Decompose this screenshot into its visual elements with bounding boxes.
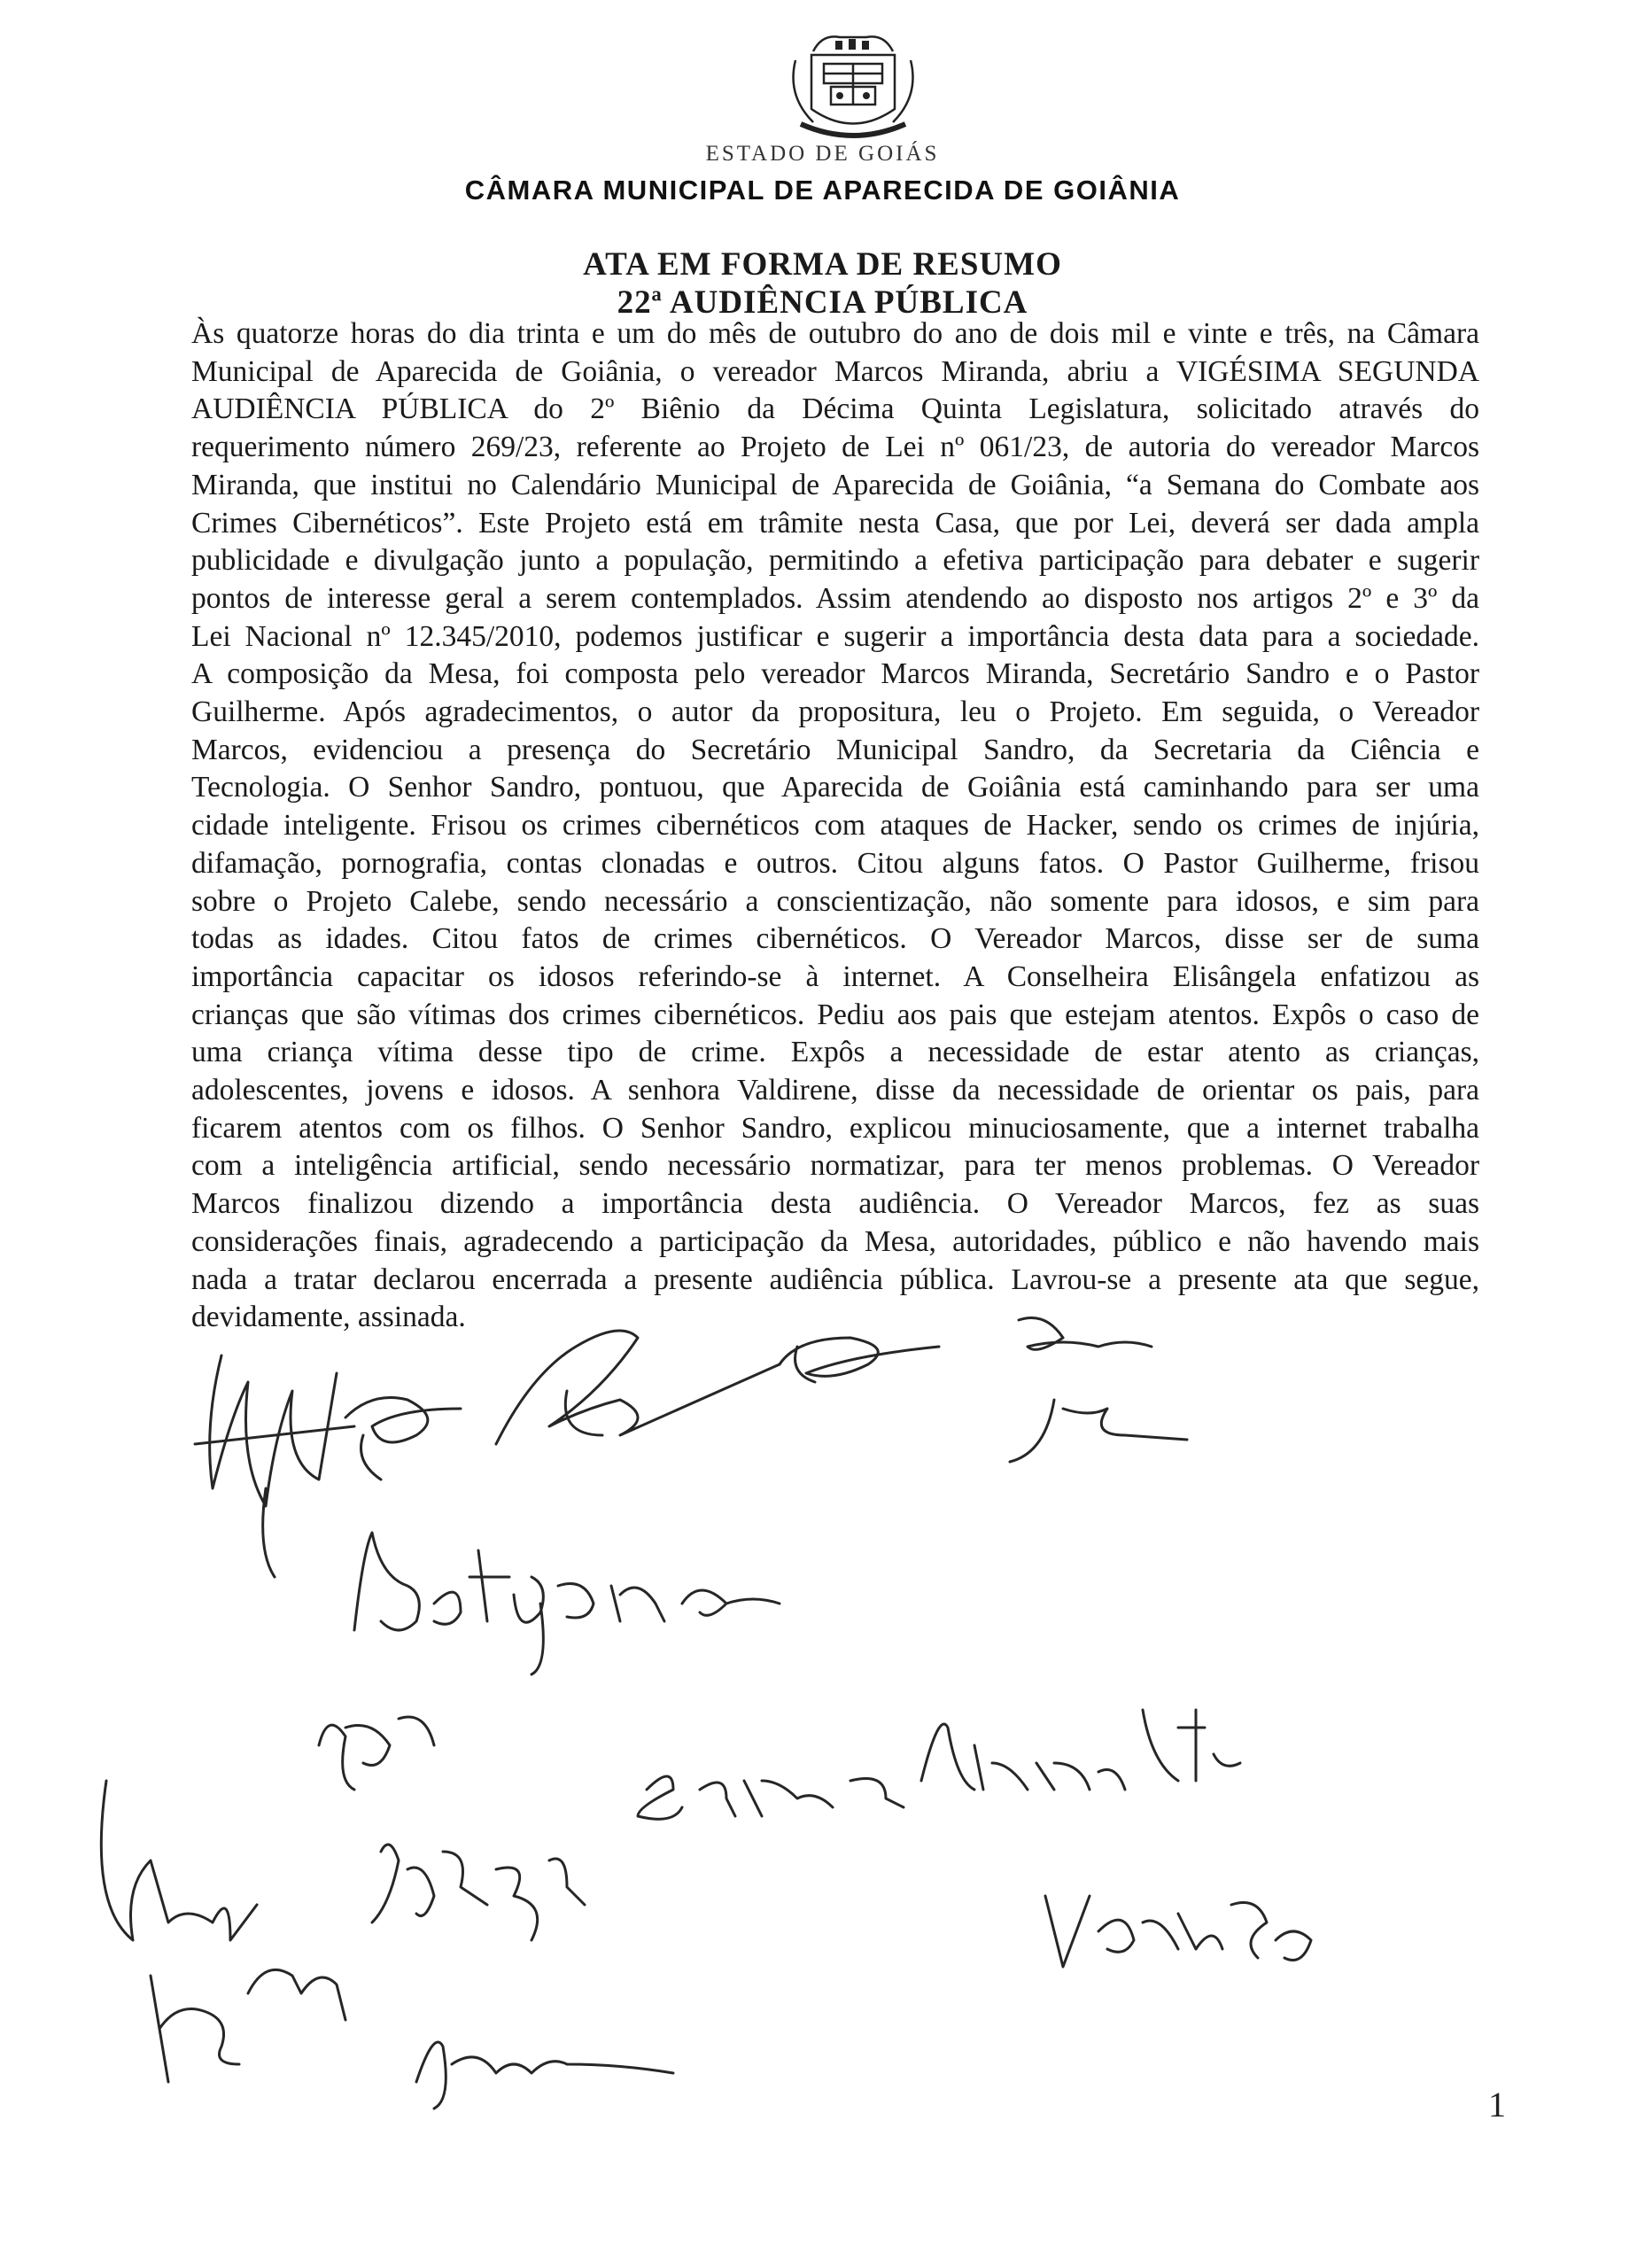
body-line: todas as idades. Citou fatos de crimes cibernéticos. O Vereador Marcos, disse ser de suma bbox=[191, 922, 1479, 956]
signature-luzia bbox=[372, 1845, 585, 1940]
document-subtitle: 22ª AUDIÊNCIA PÚBLICA bbox=[617, 284, 1028, 321]
chamber-name: CÂMARA MUNICIPAL DE APARECIDA DE GOIÂNIA bbox=[464, 175, 1181, 206]
body-line: pontos de interesse geral a serem contemplados. Assim atendendo ao disposto nos artigos 2º e 3º da bbox=[191, 581, 1479, 615]
body-line: Marcos, evidenciou a presença do Secretário Municipal Sandro, da Secretaria da Ciência e bbox=[191, 733, 1479, 766]
state-name: ESTADO DE GOIÁS bbox=[705, 142, 940, 166]
municipal-crest-icon bbox=[760, 25, 946, 149]
signature-9 bbox=[151, 1969, 345, 2082]
body-line: requerimento número 269/23, referente ao Projeto de Lei nº 061/23, de autoria do vereador Marcos bbox=[191, 431, 1479, 464]
body-line: publicidade e divulgação junto a população, permitindo a efetiva participação para debater e sugerir bbox=[191, 544, 1479, 578]
signature-10 bbox=[416, 2042, 673, 2109]
body-line: devidamente, assinada. bbox=[191, 1301, 466, 1334]
body-line: Crimes Cibernéticos”. Este Projeto está em trâmite nesta Casa, que por Lei, deverá ser dada ampla bbox=[191, 506, 1479, 540]
signature-3 bbox=[496, 1331, 780, 1444]
signature-8 bbox=[101, 1781, 257, 1940]
signature-4 bbox=[780, 1338, 939, 1376]
body-line: com a inteligência artificial, sendo necessário normatizar, para ter menos problemas. O Vereador bbox=[191, 1149, 1479, 1183]
body-line: AUDIÊNCIA PÚBLICA do 2º Biênio da Décima Quinta Legislatura, solicitado através do bbox=[191, 392, 1479, 426]
body-line: Municipal de Aparecida de Goiânia, o vereador Marcos Miranda, abriu a VIGÉSIMA SEGUNDA bbox=[191, 354, 1479, 388]
document-title: ATA EM FORMA DE RESUMO bbox=[583, 246, 1062, 283]
body-line: considerações finais, agradecendo a participação da Mesa, autoridades, público e não havendo mais bbox=[191, 1224, 1479, 1258]
body-line: Miranda, que institui no Calendário Municipal de Aparecida de Goiânia, “a Semana do Combate aos bbox=[191, 468, 1479, 501]
body-line: crianças que são vítimas dos crimes cibernéticos. Pediu aos pais que estejam atentos. Expôs o caso de bbox=[191, 998, 1479, 1031]
body-line: Tecnologia. O Senhor Sandro, pontuou, que Aparecida de Goiânia está caminhando para ser uma bbox=[191, 771, 1479, 804]
body-line: difamação, pornografia, contas clonadas e outros. Citou alguns fatos. O Pastor Guilherme, frisou bbox=[191, 846, 1479, 880]
body-line: sobre o Projeto Calebe, sendo necessário a conscientização, não somente para idosos, e sim para bbox=[191, 884, 1479, 918]
body-line: ficarem atentos com os filhos. O Senhor Sandro, explicou minuciosamente, que a internet trabalha bbox=[191, 1111, 1479, 1145]
page-number: 1 bbox=[1488, 2085, 1506, 2124]
body-line: Marcos finalizou dizendo a importância desta audiência. O Vereador Marcos, fez as suas bbox=[191, 1187, 1479, 1221]
body-line: cidade inteligente. Frisou os crimes cibernéticos com ataques de Hacker, sendo os crimes de injúria, bbox=[191, 809, 1479, 843]
body-line: Lei Nacional nº 12.345/2010, podemos justificar e sugerir a importância desta data para a sociedade. bbox=[191, 619, 1479, 653]
body-line: Às quatorze horas do dia trinta e um do mês de outubro do ano de dois mil e vinte e três, na Câmara bbox=[191, 317, 1479, 350]
signature-5 bbox=[1019, 1318, 1152, 1350]
body-line: A composição da Mesa, foi composta pelo vereador Marcos Miranda, Secretário Sandro e o Pastor bbox=[191, 657, 1479, 691]
minutes-body bbox=[191, 315, 1479, 1337]
signature-santana bbox=[638, 1710, 1240, 1819]
signatures-area bbox=[0, 1285, 1645, 2171]
body-line: importância capacitar os idosos referindo-se à internet. A Conselheira Elisângela enfatizou as bbox=[191, 959, 1479, 993]
signature-6 bbox=[1010, 1400, 1187, 1462]
signature-vanuza bbox=[1045, 1896, 1311, 1967]
body-line: uma criança vítima desse tipo de crime. Expôs a necessidade de estar atento as crianças, bbox=[191, 1036, 1479, 1069]
body-line: nada a tratar declarou encerrada a presente audiência pública. Lavrou-se a presente ata que segue, bbox=[191, 1262, 1479, 1296]
body-line: Guilherme. Após agradecimentos, o autor da propositura, leu o Projeto. Em seguida, o Vereador bbox=[191, 695, 1479, 729]
signature-batyana bbox=[354, 1533, 780, 1674]
signature-7 bbox=[319, 1717, 434, 1790]
body-line: adolescentes, jovens e idosos. A senhora Valdirene, disse da necessidade de orientar os pais, para bbox=[191, 1074, 1479, 1107]
